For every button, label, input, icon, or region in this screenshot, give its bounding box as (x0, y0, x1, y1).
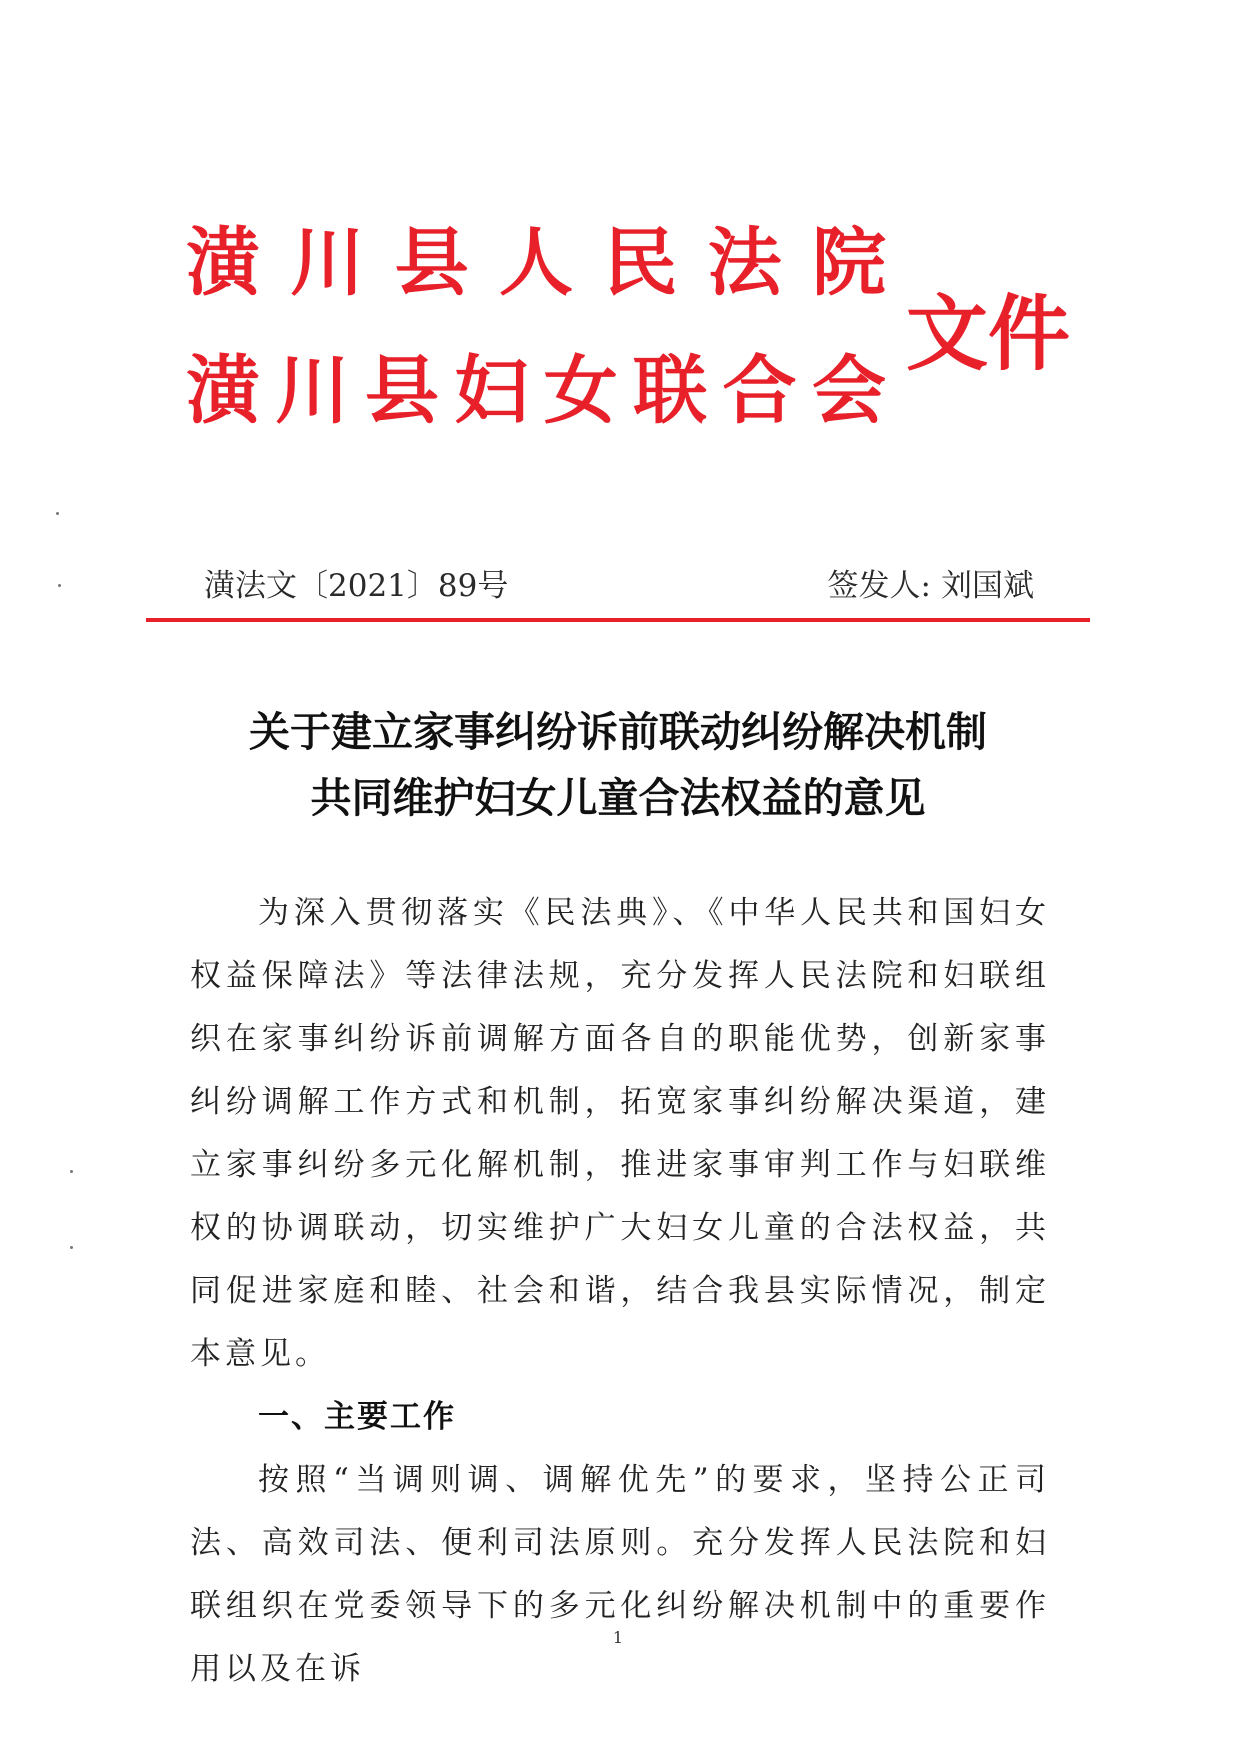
org-name-char: 潢 (186, 220, 260, 306)
title-line-1: 关于建立家事纠纷诉前联动纠纷解决机制 (249, 708, 987, 756)
org-name-char: 院 (811, 220, 886, 306)
red-separator-rule (146, 618, 1090, 622)
org-name-char: 女 (543, 348, 618, 434)
org-name-char: 川 (275, 348, 350, 434)
org-name-court (186, 222, 886, 350)
page-number: 1 (612, 1628, 624, 1647)
signer (828, 566, 1034, 606)
scan-speck (70, 1246, 73, 1249)
document-title (150, 704, 1086, 836)
org-name-char: 合 (722, 348, 797, 434)
signer-label: 签发人: (827, 568, 931, 604)
document-body (190, 882, 1050, 1701)
scan-speck (58, 584, 61, 587)
scan-speck (56, 512, 59, 515)
org-name-char: 妇 (454, 348, 529, 434)
document-number: 潢法文〔2021〕89号 (204, 568, 509, 604)
issuing-organizations (186, 222, 886, 478)
section-1-paragraph: 按照“当调则调、调解优先”的要求，坚持公正司法、高效司法、便利司法原则。充分发挥人民法院和妇联组织在党委领导下的多元化纠纷解决机制中的重要作用以及在诉 (190, 1462, 1050, 1687)
document-label: 文件 (906, 287, 1071, 382)
title-line-2: 共同维护妇女儿童合法权益的意见 (310, 774, 926, 822)
intro-paragraph: 为深入贯彻落实《民法典》、《中华人民共和国妇女权益保障法》等法律法规，充分发挥人民法院和妇联组织在家事纠纷诉前调解方面各自的职能优势，创新家事纠纷调解工作方式和机制，拓宽家事纠纷解决渠道，建立家事纠纷多元化解机制，推进家事审判工作与妇联维权的协调联动，切实维护广大妇女儿童的合法权益，共同促进家庭和睦、社会和谐，结合我县实际情况，制定本意见。 (190, 895, 1050, 1372)
org-name-char: 人 (498, 220, 573, 306)
scan-speck (70, 1170, 73, 1173)
org-name-char: 川 (290, 220, 365, 306)
org-name-char: 法 (707, 220, 782, 306)
section-heading-1: 一、主要工作 (258, 1399, 456, 1435)
signer-name: 刘国斌 (941, 568, 1034, 604)
org-name-char: 民 (603, 220, 678, 306)
org-name-char: 潢 (186, 348, 260, 434)
org-name-char: 县 (394, 220, 469, 306)
org-name-womens-federation (186, 350, 886, 478)
org-name-char: 联 (633, 348, 708, 434)
org-name-char: 县 (364, 348, 439, 434)
org-name-char: 会 (811, 348, 886, 434)
